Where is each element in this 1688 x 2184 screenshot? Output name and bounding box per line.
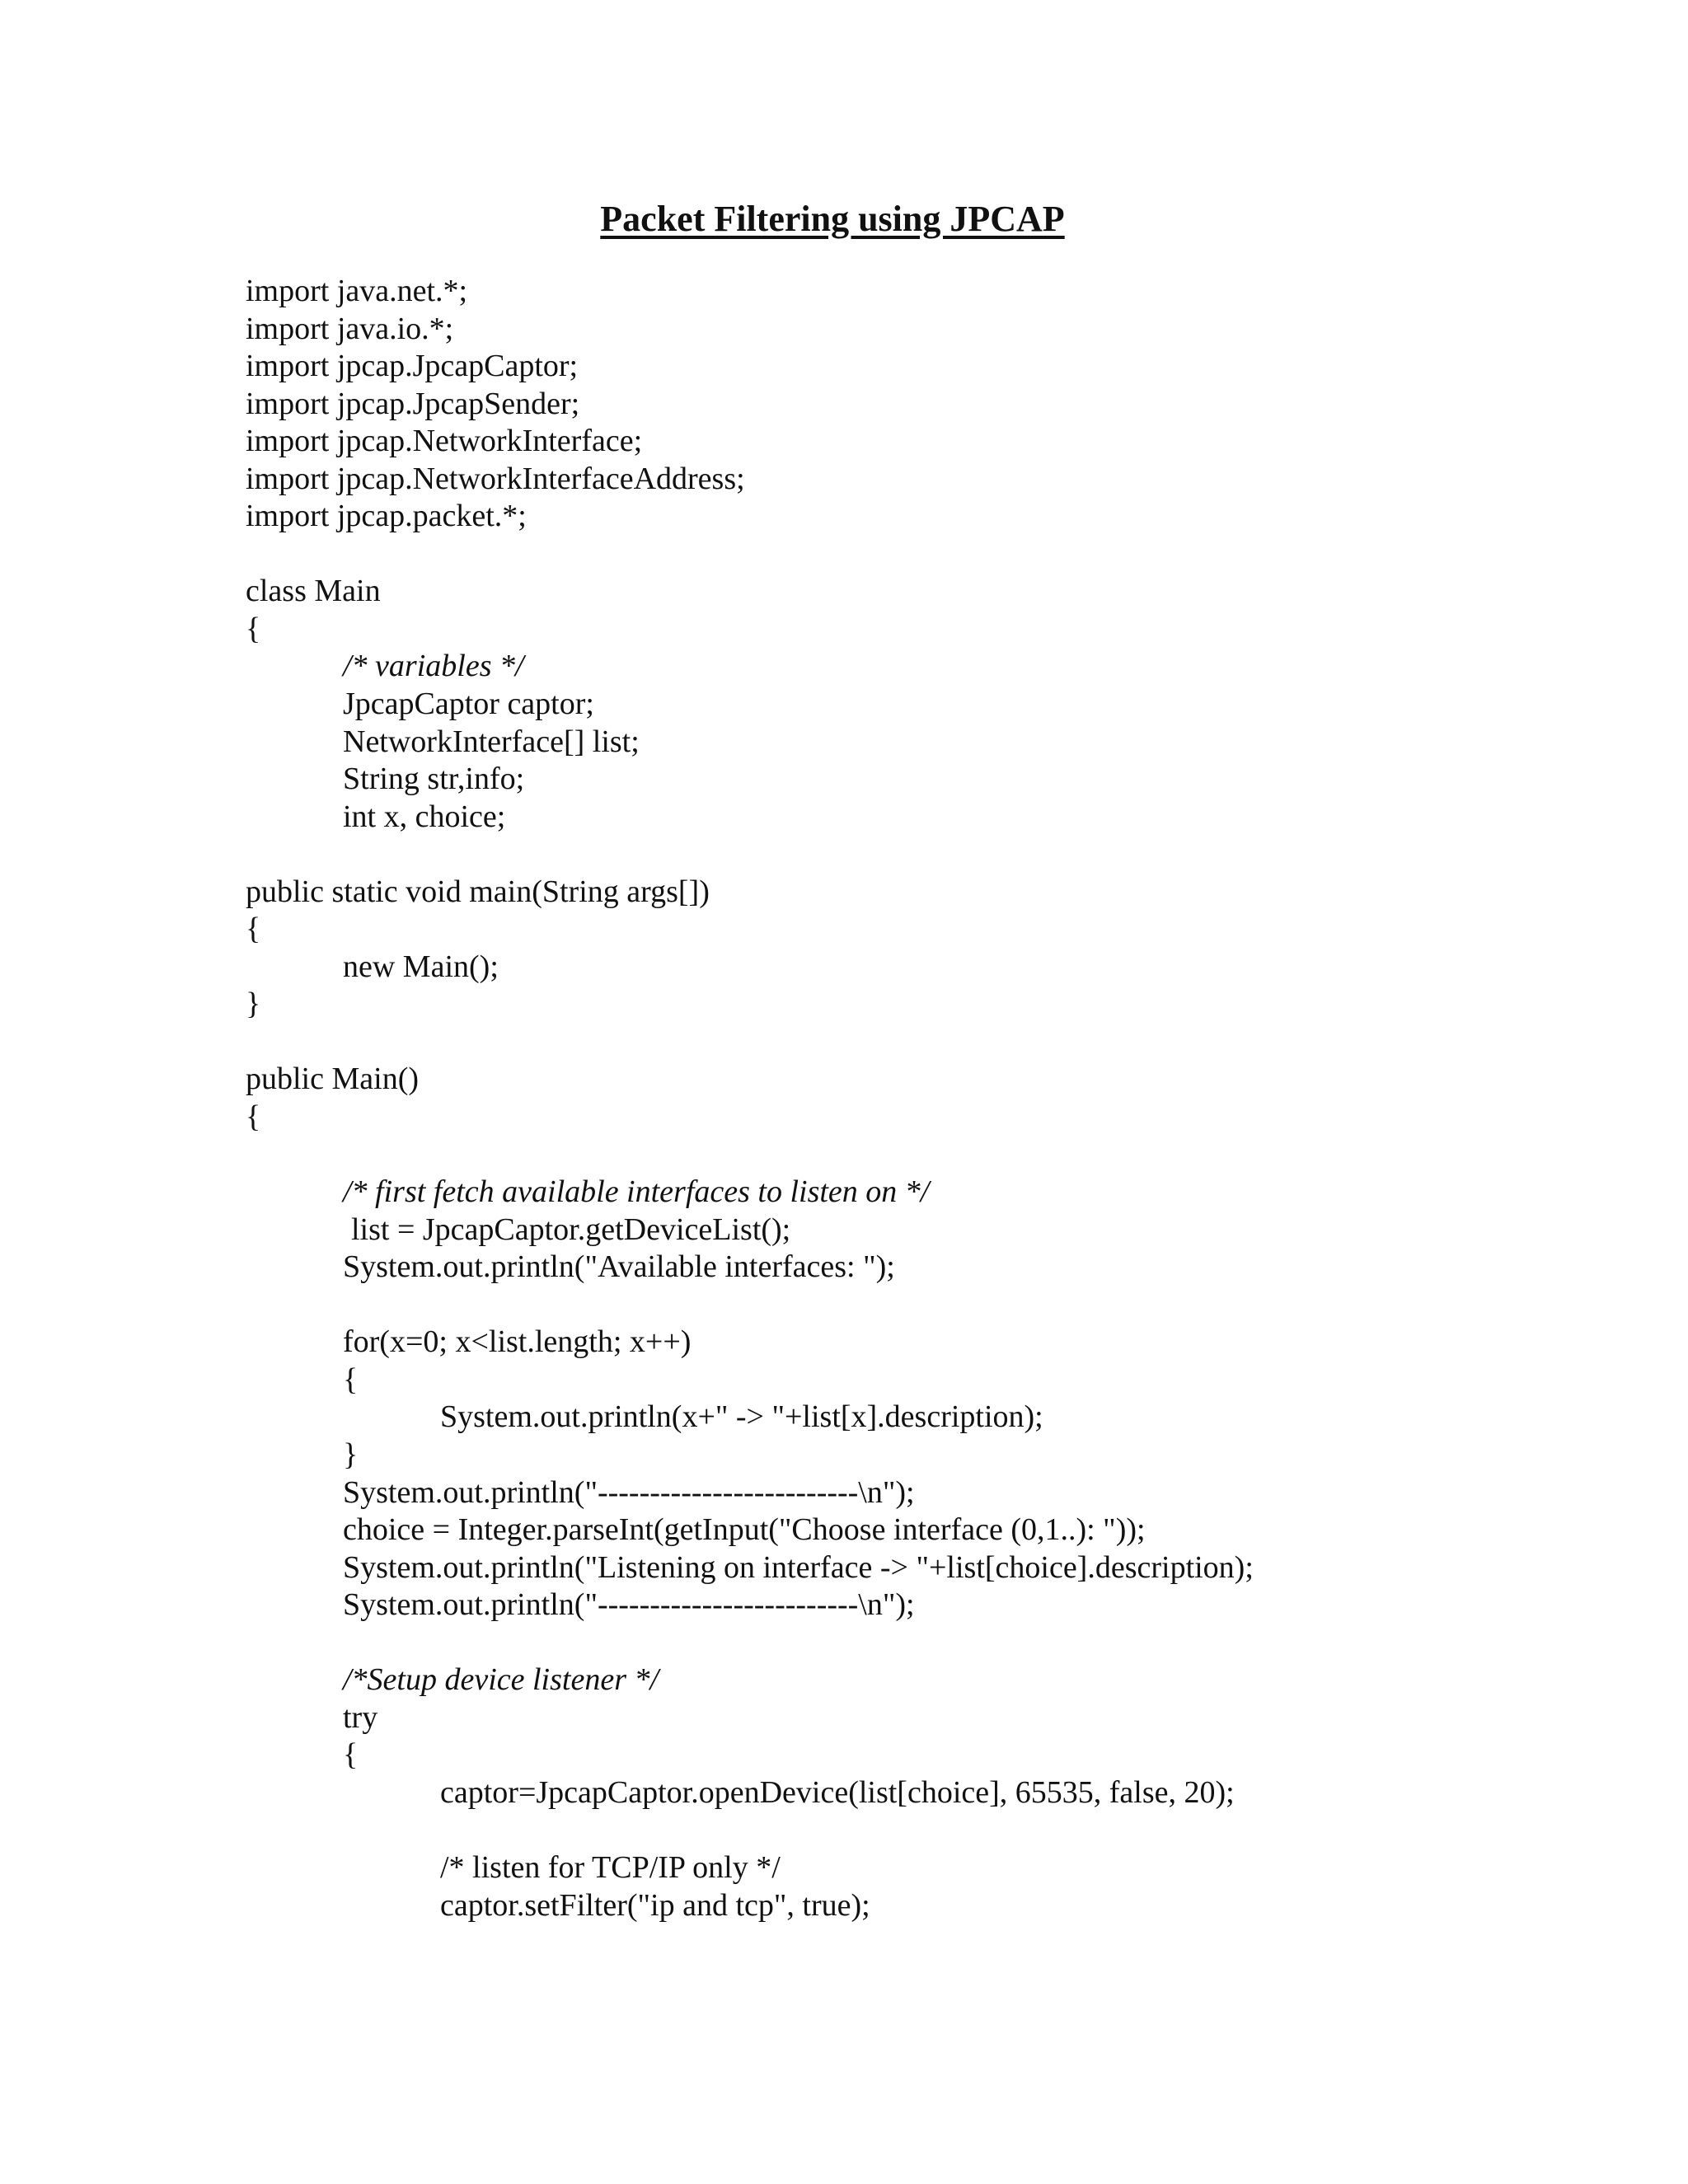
blank-line <box>246 1137 1647 1174</box>
code-line: NetworkInterface[] list; <box>343 724 640 759</box>
code-line: class Main <box>246 574 381 609</box>
code-line: { <box>343 1737 359 1773</box>
blank-line <box>246 1624 1647 1662</box>
code-line: System.out.println(x+" -> "+list[x].description); <box>440 1399 1043 1435</box>
code-line: for(x=0; x<list.length; x++) <box>343 1324 692 1360</box>
code-line: System.out.println("Available interfaces: "); <box>343 1249 895 1285</box>
code-line: { <box>246 912 261 947</box>
code-comment: /* listen for TCP/IP only */ <box>440 1849 781 1885</box>
code-line: choice = Integer.parseInt(getInput("Choose interface (0,1..): ")); <box>343 1512 1146 1548</box>
code-line: public Main() <box>246 1062 420 1097</box>
code-comment: /* first fetch available interfaces to listen on */ <box>343 1174 930 1210</box>
code-line: public static void main(String args[]) <box>246 874 710 909</box>
code-line: { <box>246 611 261 646</box>
blank-line <box>246 1024 1647 1062</box>
code-line: captor=JpcapCaptor.openDevice(list[choice], 65535, false, 20); <box>440 1774 1235 1810</box>
code-line: } <box>343 1436 359 1472</box>
code-line: } <box>246 987 261 1022</box>
code-line: System.out.println("-------------------------\n"); <box>343 1474 915 1510</box>
code-line: import java.net.*; <box>246 274 468 308</box>
blank-line <box>246 536 1647 574</box>
code-line: { <box>246 1099 261 1135</box>
code-line: try <box>343 1699 378 1735</box>
document-title: Packet Filtering using JPCAP <box>600 199 1065 239</box>
code-line: String str,info; <box>343 762 525 797</box>
code-line: import jpcap.NetworkInterfaceAddress; <box>246 461 745 496</box>
code-line: import jpcap.JpcapSender; <box>246 386 580 421</box>
code-line: { <box>343 1361 359 1397</box>
code-line: System.out.println("-------------------------\n"); <box>343 1587 915 1623</box>
code-line: captor.setFilter("ip and tcp", true); <box>440 1887 870 1923</box>
code-line: JpcapCaptor captor; <box>343 687 594 722</box>
blank-line <box>246 1286 1647 1324</box>
code-line: new Main(); <box>343 949 499 984</box>
code-line: import jpcap.NetworkInterface; <box>246 424 643 459</box>
blank-line <box>246 1811 1647 1849</box>
code-comment: /*Setup device listener */ <box>343 1662 659 1698</box>
code-listing <box>246 273 1647 1924</box>
code-line: list = JpcapCaptor.getDeviceList(); <box>351 1212 791 1247</box>
code-line: System.out.println("Listening on interface -> "+list[choice].description); <box>343 1549 1254 1585</box>
code-line: import java.io.*; <box>246 311 454 346</box>
code-line: import jpcap.packet.*; <box>246 499 527 534</box>
blank-line <box>246 836 1647 874</box>
code-comment: /* variables */ <box>343 649 524 684</box>
code-line: import jpcap.JpcapCaptor; <box>246 349 579 384</box>
code-line: int x, choice; <box>343 799 506 834</box>
